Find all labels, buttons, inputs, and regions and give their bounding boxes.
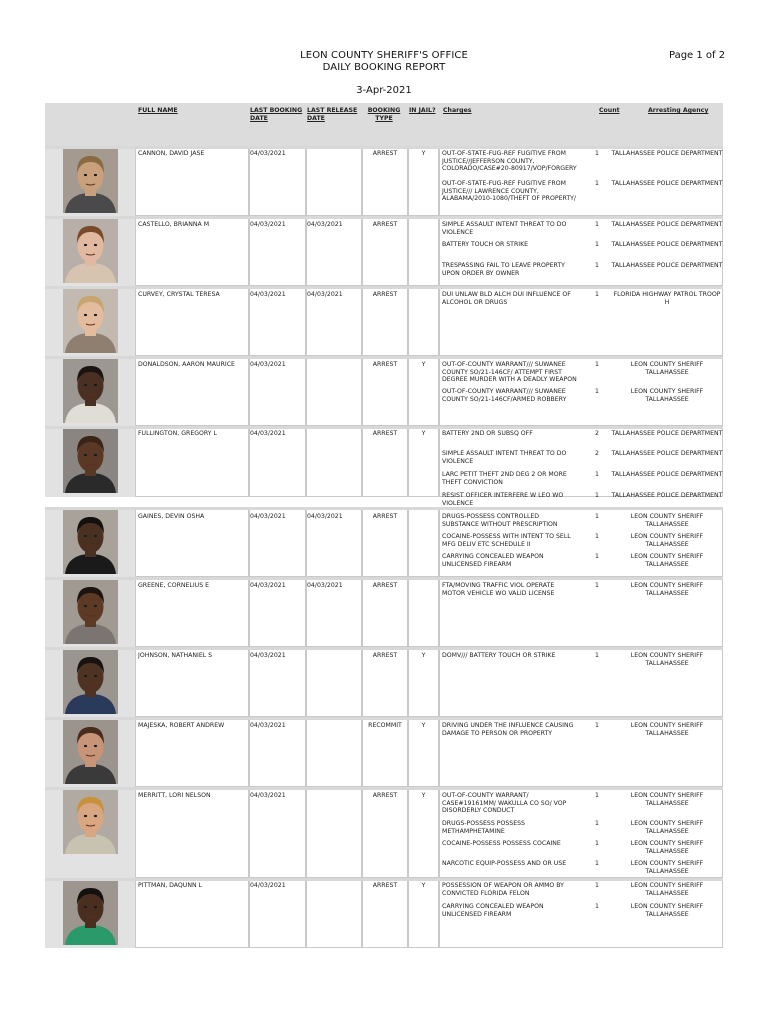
charge-description: COCAINE-POSSESS POSSESS COCAINE — [442, 840, 561, 847]
charge-count: 2 — [595, 450, 599, 457]
table-cell — [249, 359, 306, 426]
in-jail: Y — [421, 792, 426, 799]
table-cell — [408, 790, 439, 878]
last-booking-date: 04/03/2021 — [250, 722, 286, 729]
photo-eye — [84, 906, 87, 908]
charge-count: 1 — [595, 221, 599, 228]
charge-count: 1 — [595, 180, 599, 187]
booking-type: ARREST — [372, 430, 398, 437]
charge-count: 1 — [595, 361, 599, 368]
booking-row[interactable] — [45, 507, 723, 577]
table-cell — [362, 149, 408, 216]
in-jail: Y — [421, 361, 426, 368]
table-cell — [135, 580, 249, 647]
photo-eye — [94, 314, 97, 316]
charge-description: OUT-OF-COUNTY WARRANT/ CASE#19161MM/ WAKULLA CO SO/ VOP DISORDERLY CONDUCT — [442, 792, 567, 815]
col-last-release-date: LAST RELEASE DATE — [307, 107, 358, 122]
photo-eye — [84, 174, 87, 176]
table-cell — [362, 650, 408, 717]
in-jail: Y — [421, 652, 426, 659]
booking-row[interactable] — [45, 286, 723, 356]
table-cell — [408, 720, 439, 787]
table-cell — [362, 359, 408, 426]
charge-count: 1 — [595, 792, 599, 799]
arresting-agency: LEON COUNTY SHERIFF TALLAHASSEE — [630, 388, 704, 403]
charge-description: BATTERY 2ND OR SUBSQ OFF — [442, 430, 533, 437]
photo-eye — [94, 675, 97, 677]
last-booking-date: 04/03/2021 — [250, 361, 286, 368]
last-release-date: 04/03/2021 — [307, 221, 343, 228]
col-booking-type: BOOKING TYPE — [367, 107, 401, 122]
table-cell — [306, 359, 362, 426]
photo-eye — [94, 454, 97, 456]
full-name[interactable]: DONALDSON, AARON MAURICE — [138, 361, 235, 368]
booking-type: RECOMMIT — [368, 722, 402, 729]
arresting-agency: LEON COUNTY SHERIFF TALLAHASSEE — [630, 792, 704, 807]
arresting-agency: LEON COUNTY SHERIFF TALLAHASSEE — [630, 840, 704, 855]
booking-photo — [63, 510, 118, 574]
arresting-agency: LEON COUNTY SHERIFF TALLAHASSEE — [630, 882, 704, 897]
table-cell — [249, 790, 306, 878]
photo-eye — [84, 454, 87, 456]
photo-eye — [84, 745, 87, 747]
booking-photo — [63, 580, 118, 644]
photo-eye — [94, 906, 97, 908]
full-name[interactable]: CANNON, DAVID JASE — [138, 150, 205, 157]
full-name[interactable]: JOHNSON, NATHANIEL S — [138, 652, 213, 659]
charge-count: 1 — [595, 150, 599, 157]
photo-eye — [84, 314, 87, 316]
photo-eye — [84, 815, 87, 817]
booking-row[interactable] — [45, 577, 723, 647]
booking-photo — [63, 720, 118, 784]
arresting-agency: FLORIDA HIGHWAY PATROL TROOP H — [613, 291, 721, 306]
table-cell — [249, 650, 306, 717]
last-booking-date: 04/03/2021 — [250, 150, 286, 157]
booking-photo — [63, 289, 118, 353]
table-cell — [135, 720, 249, 787]
arresting-agency: TALLAHASSEE POLICE DEPARTMENT — [611, 241, 723, 248]
table-cell — [408, 289, 439, 356]
photo-eye — [94, 745, 97, 747]
arresting-agency: LEON COUNTY SHERIFF TALLAHASSEE — [630, 722, 704, 737]
booking-row[interactable] — [45, 216, 723, 286]
booking-type: ARREST — [372, 652, 398, 659]
full-name[interactable]: MAJESKA, ROBERT ANDREW — [138, 722, 225, 729]
table-cell — [249, 429, 306, 497]
photo-eye — [94, 605, 97, 607]
last-release-date: 04/03/2021 — [307, 291, 343, 298]
charge-description: DOMV/// BATTERY TOUCH OR STRIKE — [442, 652, 556, 659]
table-cell — [408, 881, 439, 948]
table-cell — [135, 790, 249, 878]
photo-eye — [94, 384, 97, 386]
charge-description: DRIVING UNDER THE INFLUENCE CAUSING DAMAGE TO PERSON OR PROPERTY — [442, 722, 574, 737]
table-cell — [362, 790, 408, 878]
table-cell — [249, 720, 306, 787]
booking-row[interactable] — [45, 356, 723, 426]
table-cell — [306, 219, 362, 286]
full-name[interactable]: GREENE, CORNELIUS E — [138, 582, 210, 589]
charge-count: 1 — [595, 820, 599, 827]
table-cell — [408, 219, 439, 286]
in-jail: Y — [421, 722, 426, 729]
last-release-date: 04/03/2021 — [307, 582, 343, 589]
booking-row[interactable] — [45, 426, 723, 507]
charge-count: 1 — [595, 840, 599, 847]
charge-description: CARRYING CONCEALED WEAPON UNLICENSED FIREARM — [442, 903, 544, 918]
last-booking-date: 04/03/2021 — [250, 513, 286, 520]
last-booking-date: 04/03/2021 — [250, 652, 286, 659]
table-cell — [135, 881, 249, 948]
mugshot-image — [63, 881, 118, 945]
table-cell — [362, 289, 408, 356]
table-cell — [135, 429, 249, 497]
table-cell — [249, 219, 306, 286]
arresting-agency: LEON COUNTY SHERIFF TALLAHASSEE — [630, 553, 704, 568]
table-cell — [135, 359, 249, 426]
charge-count: 1 — [595, 722, 599, 729]
booking-type: ARREST — [372, 150, 398, 157]
charge-description: COCAINE-POSSESS WITH INTENT TO SELL MFG DELIV ETC SCHEDULE II — [442, 533, 571, 548]
table-cell — [306, 289, 362, 356]
arresting-agency: LEON COUNTY SHERIFF TALLAHASSEE — [630, 820, 704, 835]
charge-count: 1 — [595, 860, 599, 867]
full-name[interactable]: CURVEY, CRYSTAL TERESA — [138, 291, 220, 298]
table-cell — [306, 881, 362, 948]
last-booking-date: 04/03/2021 — [250, 291, 286, 298]
charge-count: 1 — [595, 492, 599, 499]
full-name[interactable]: GAINES, DEVIN OSHA — [138, 513, 205, 520]
table-cell — [135, 289, 249, 356]
charge-description: LARC PETIT THEFT 2ND DEG 2 OR MORE THEFT CONVICTION — [442, 471, 567, 486]
col-arresting-agency: Arresting Agency — [648, 107, 709, 114]
table-cell — [306, 149, 362, 216]
table-cell — [135, 149, 249, 216]
mugshot-image — [63, 359, 118, 423]
page-number: Page 1 of 2 — [669, 50, 726, 61]
full-name[interactable]: PITTMAN, DAQUNN L — [138, 882, 202, 889]
in-jail: Y — [421, 150, 426, 157]
mugshot-image — [63, 429, 118, 493]
table-cell — [362, 720, 408, 787]
last-booking-date: 04/03/2021 — [250, 882, 286, 889]
charge-description: SIMPLE ASSAULT INTENT THREAT TO DO VIOLENCE — [442, 450, 567, 465]
booking-type: ARREST — [372, 361, 398, 368]
charge-count: 1 — [595, 241, 599, 248]
arresting-agency: LEON COUNTY SHERIFF TALLAHASSEE — [630, 903, 704, 918]
charge-count: 2 — [595, 430, 599, 437]
report-date: 3-Apr-2021 — [356, 85, 412, 96]
table-cell — [306, 650, 362, 717]
charge-description: POSSESSION OF WEAPON OR AMMO BY CONVICTED FLORIDA FELON — [442, 882, 564, 897]
arresting-agency: LEON COUNTY SHERIFF TALLAHASSEE — [630, 652, 704, 667]
charge-count: 1 — [595, 388, 599, 395]
table-cell — [249, 881, 306, 948]
in-jail: Y — [421, 430, 426, 437]
arresting-agency: LEON COUNTY SHERIFF TALLAHASSEE — [630, 513, 704, 528]
charge-description: NARCOTIC EQUIP-POSSESS AND OR USE — [442, 860, 567, 867]
table-cell — [249, 289, 306, 356]
photo-eye — [84, 605, 87, 607]
mugshot-image — [63, 650, 118, 714]
booking-photo — [63, 219, 118, 283]
arresting-agency: LEON COUNTY SHERIFF TALLAHASSEE — [630, 533, 704, 548]
charge-description: FTA/MOVING TRAFFIC VIOL OPERATE MOTOR VEHICLE WO VALID LICENSE — [442, 582, 555, 597]
col-last-booking-date: LAST BOOKING DATE — [250, 107, 303, 122]
booking-photo — [63, 790, 118, 854]
table-cell — [306, 580, 362, 647]
photo-eye — [84, 675, 87, 677]
col-charges: Charges — [443, 107, 472, 114]
booking-photo — [63, 149, 118, 213]
report-name: DAILY BOOKING REPORT — [322, 62, 446, 73]
charge-count: 1 — [595, 471, 599, 478]
booking-row[interactable] — [45, 787, 723, 878]
arresting-agency: LEON COUNTY SHERIFF TALLAHASSEE — [630, 860, 704, 875]
arresting-agency: TALLAHASSEE POLICE DEPARTMENT — [611, 492, 723, 499]
booking-type: ARREST — [372, 221, 398, 228]
charge-count: 1 — [595, 652, 599, 659]
last-booking-date: 04/03/2021 — [250, 221, 286, 228]
table-cell — [408, 359, 439, 426]
table-cell — [362, 219, 408, 286]
table-cell — [408, 149, 439, 216]
last-release-date: 04/03/2021 — [307, 513, 343, 520]
table-cell — [306, 429, 362, 497]
booking-type: ARREST — [372, 291, 398, 298]
booking-type: ARREST — [372, 792, 398, 799]
booking-type: ARREST — [372, 513, 398, 520]
charge-description: OUT-OF-COUNTY WARRANT/// SUWANEE COUNTY SO/21-146CF/ARMED ROBBERY — [442, 388, 567, 403]
arresting-agency: LEON COUNTY SHERIFF TALLAHASSEE — [630, 361, 704, 376]
booking-row[interactable] — [45, 717, 723, 787]
photo-eye — [84, 384, 87, 386]
booking-type: ARREST — [372, 582, 398, 589]
charge-count: 1 — [595, 553, 599, 560]
table-cell — [306, 790, 362, 878]
last-booking-date: 04/03/2021 — [250, 792, 286, 799]
arresting-agency: TALLAHASSEE POLICE DEPARTMENT — [611, 262, 723, 269]
booking-photo — [63, 359, 118, 423]
table-cell — [362, 580, 408, 647]
charge-description: SIMPLE ASSAULT INTENT THREAT TO DO VIOLENCE — [442, 221, 567, 236]
full-name[interactable]: MERRITT, LORI NELSON — [138, 792, 211, 799]
booking-photo — [63, 650, 118, 714]
mugshot-image — [63, 720, 118, 784]
arresting-agency: TALLAHASSEE POLICE DEPARTMENT — [611, 471, 723, 478]
last-booking-date: 04/03/2021 — [250, 582, 286, 589]
table-cell — [249, 149, 306, 216]
photo-eye — [84, 535, 87, 537]
table-cell — [362, 881, 408, 948]
charge-count: 1 — [595, 582, 599, 589]
full-name[interactable]: CASTELLO, BRIANNA M — [138, 221, 210, 228]
in-jail: Y — [421, 882, 426, 889]
table-cell — [408, 580, 439, 647]
table-cell — [362, 429, 408, 497]
charge-count: 1 — [595, 533, 599, 540]
table-cell — [408, 510, 439, 577]
booking-type: ARREST — [372, 882, 398, 889]
charge-description: DRUGS-POSSESS CONTROLLED SUBSTANCE WITHOUT PRESCRIPTION — [442, 513, 558, 528]
booking-row[interactable] — [45, 146, 723, 216]
charge-count: 1 — [595, 882, 599, 889]
charge-description: DRUGS-POSSESS POSSESS METHAMPHETAMINE — [442, 820, 525, 835]
col-count: Count — [599, 107, 620, 114]
charge-description: DUI UNLAW BLD ALCH DUI INFLUENCE OF ALCOHOL OR DRUGS — [442, 291, 571, 306]
full-name[interactable]: FULLINGTON, GREGORY L — [138, 430, 217, 437]
booking-row[interactable] — [45, 647, 723, 717]
arresting-agency: TALLAHASSEE POLICE DEPARTMENT — [611, 180, 723, 187]
arresting-agency: TALLAHASSEE POLICE DEPARTMENT — [611, 450, 723, 457]
charge-count: 1 — [595, 262, 599, 269]
col-full-name: FULL NAME — [138, 107, 178, 114]
booking-row[interactable] — [45, 878, 723, 948]
charge-description: RESIST OFFICER INTERFERE W LEO WO VIOLENCE — [442, 492, 564, 507]
booking-photo — [63, 429, 118, 493]
mugshot-image — [63, 289, 118, 353]
table-cell — [249, 580, 306, 647]
charge-description: TRESPASSING FAIL TO LEAVE PROPERTY UPON ORDER BY OWNER — [442, 262, 565, 277]
col-in-jail: IN JAIL? — [409, 107, 436, 114]
charge-count: 1 — [595, 291, 599, 298]
booking-photo — [63, 881, 118, 945]
report-title — [0, 50, 768, 74]
charge-count: 1 — [595, 903, 599, 910]
charge-count: 1 — [595, 513, 599, 520]
mugshot-image — [63, 580, 118, 644]
arresting-agency: TALLAHASSEE POLICE DEPARTMENT — [611, 150, 723, 157]
charge-description: OUT-OF-STATE-FUG-REF FUGITIVE FROM JUSTICE//JEFFERSON COUNTY, COLORADO/CASE#20-80917/VOP/FORGERY — [442, 150, 577, 173]
photo-eye — [94, 535, 97, 537]
charge-description: CARRYING CONCEALED WEAPON UNLICENSED FIREARM — [442, 553, 544, 568]
charge-description: OUT-OF-COUNTY WARRANT/// SUWANEE COUNTY SO/21-146CF/ ATTEMPT FIRST DEGREE MURDER WITH A DEADLY WEAPON — [442, 361, 577, 384]
charge-description: OUT-OF-STATE-FUG-REF FUGITIVE FROM JUSTICE/// LAWRENCE COUNTY, ALABAMA/2010-1080/THEFT OF PROPERTY/ — [442, 180, 576, 203]
office-name: LEON COUNTY SHERIFF'S OFFICE — [300, 50, 468, 61]
photo-eye — [94, 815, 97, 817]
table-cell — [135, 650, 249, 717]
last-booking-date: 04/03/2021 — [250, 430, 286, 437]
arresting-agency: TALLAHASSEE POLICE DEPARTMENT — [611, 430, 723, 437]
photo-eye — [94, 244, 97, 246]
table-cell — [135, 219, 249, 286]
table-cell — [408, 650, 439, 717]
arresting-agency: TALLAHASSEE POLICE DEPARTMENT — [611, 221, 723, 228]
mugshot-image — [63, 219, 118, 283]
arresting-agency: LEON COUNTY SHERIFF TALLAHASSEE — [630, 582, 704, 597]
mugshot-image — [63, 790, 118, 854]
photo-eye — [84, 244, 87, 246]
photo-eye — [94, 174, 97, 176]
table-cell — [306, 720, 362, 787]
charge-description: BATTERY TOUCH OR STRIKE — [442, 241, 529, 248]
table-cell — [408, 429, 439, 497]
mugshot-image — [63, 510, 118, 574]
mugshot-image — [63, 149, 118, 213]
